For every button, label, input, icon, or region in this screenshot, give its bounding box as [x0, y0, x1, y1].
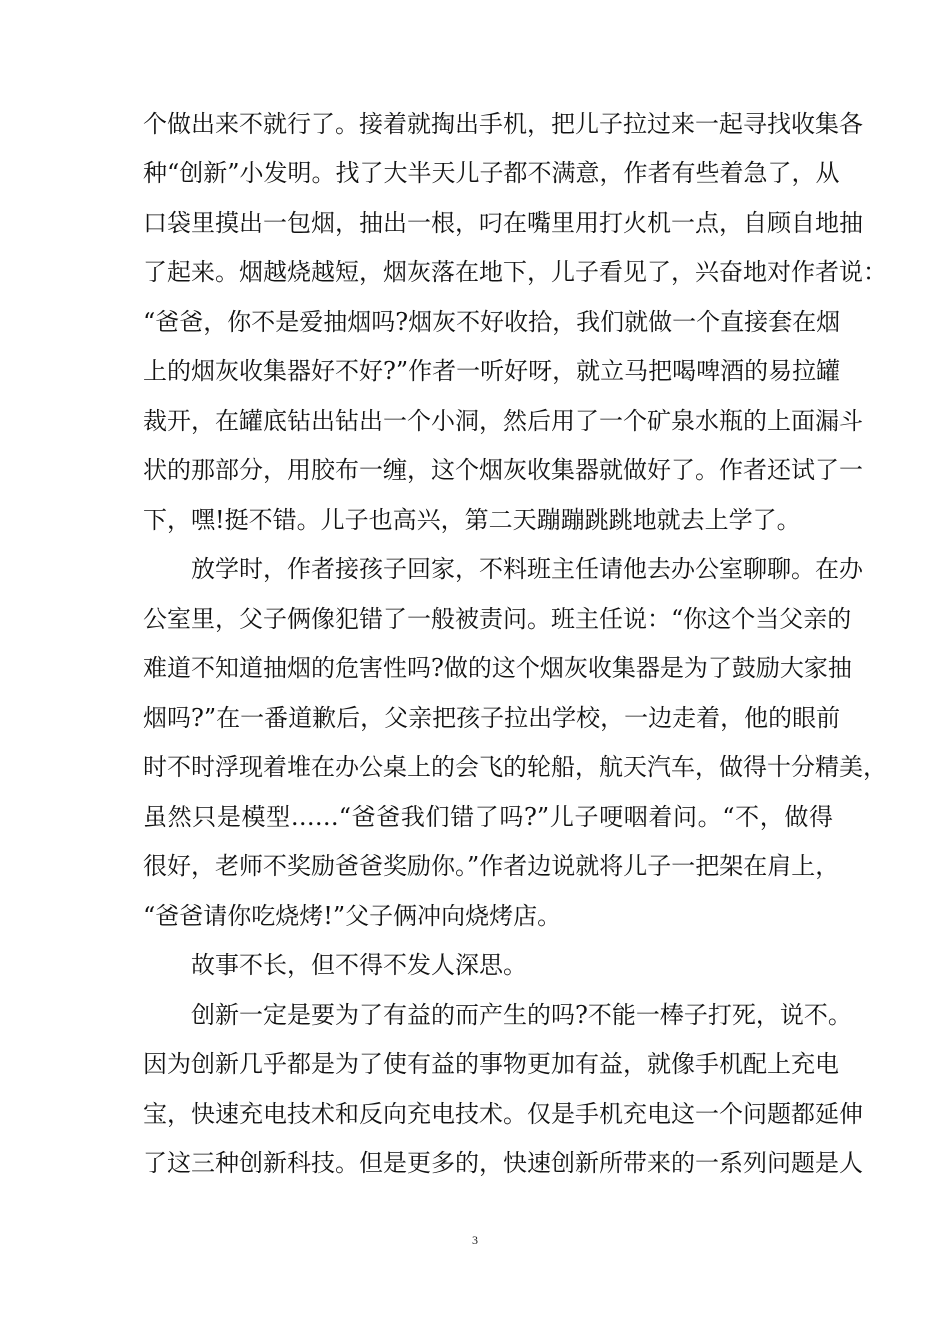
page-number: 3 — [472, 1233, 478, 1247]
text-line: 了这三种创新科技。但是更多的，快速创新所带来的一系列问题是人 — [143, 1149, 863, 1177]
text-line: 宝，快速充电技术和反向充电技术。仅是手机充电这一个问题都延伸 — [143, 1100, 863, 1128]
text-line: 公室里，父子俩像犯错了一般被责问。班主任说：“你这个当父亲的 — [143, 605, 852, 633]
text-line: 了起来。烟越烧越短，烟灰落在地下，儿子看见了，兴奋地对作者说： — [143, 258, 887, 286]
text-line: 烟吗?”在一番道歉后，父亲把孩子拉出学校，一边走着，他的眼前 — [143, 704, 841, 732]
text-line: “爸爸，你不是爱抽烟吗?烟灰不好收拾，我们就做一个直接套在烟 — [143, 308, 841, 336]
text-line: 裁开，在罐底钻出钻出一个小洞，然后用了一个矿泉水瓶的上面漏斗 — [143, 407, 863, 435]
text-line: 个做出来不就行了。接着就掏出手机，把儿子拉过来一起寻找收集各 — [143, 110, 863, 138]
text-line: “爸爸请你吃烧烤!”父子俩冲向烧烤店。 — [143, 902, 562, 930]
text-line: 种“创新”小发明。找了大半天儿子都不满意，作者有些着急了，从 — [143, 159, 840, 187]
text-line: 很好，老师不奖励爸爸奖励你。”作者边说就将儿子一把架在肩上， — [143, 852, 840, 880]
text-line: 上的烟灰收集器好不好?”作者一听好呀，就立马把喝啤酒的易拉罐 — [143, 357, 841, 385]
paragraph-first-line: 故事不长，但不得不发人深思。 — [191, 951, 527, 979]
text-line: 时不时浮现着堆在办公桌上的会飞的轮船，航天汽车，做得十分精美， — [143, 753, 887, 781]
text-line: 虽然只是模型……“爸爸我们错了吗?”儿子哽咽着问。“不，做得 — [143, 803, 833, 831]
text-line: 难道不知道抽烟的危害性吗?做的这个烟灰收集器是为了鼓励大家抽 — [143, 654, 852, 682]
text-line: 因为创新几乎都是为了使有益的事物更加有益，就像手机配上充电 — [143, 1050, 839, 1078]
paragraph-first-line: 放学时，作者接孩子回家，不料班主任请他去办公室聊聊。在办 — [191, 555, 863, 583]
text-line: 状的那部分，用胶布一缠，这个烟灰收集器就做好了。作者还试了一 — [143, 456, 863, 484]
paragraph-first-line: 创新一定是要为了有益的而产生的吗?不能一棒子打死，说不。 — [191, 1001, 852, 1029]
text-line: 口袋里摸出一包烟，抽出一根，叼在嘴里用打火机一点，自顾自地抽 — [143, 209, 863, 237]
text-line: 下，嘿!挺不错。儿子也高兴，第二天蹦蹦跳跳地就去上学了。 — [143, 506, 801, 534]
